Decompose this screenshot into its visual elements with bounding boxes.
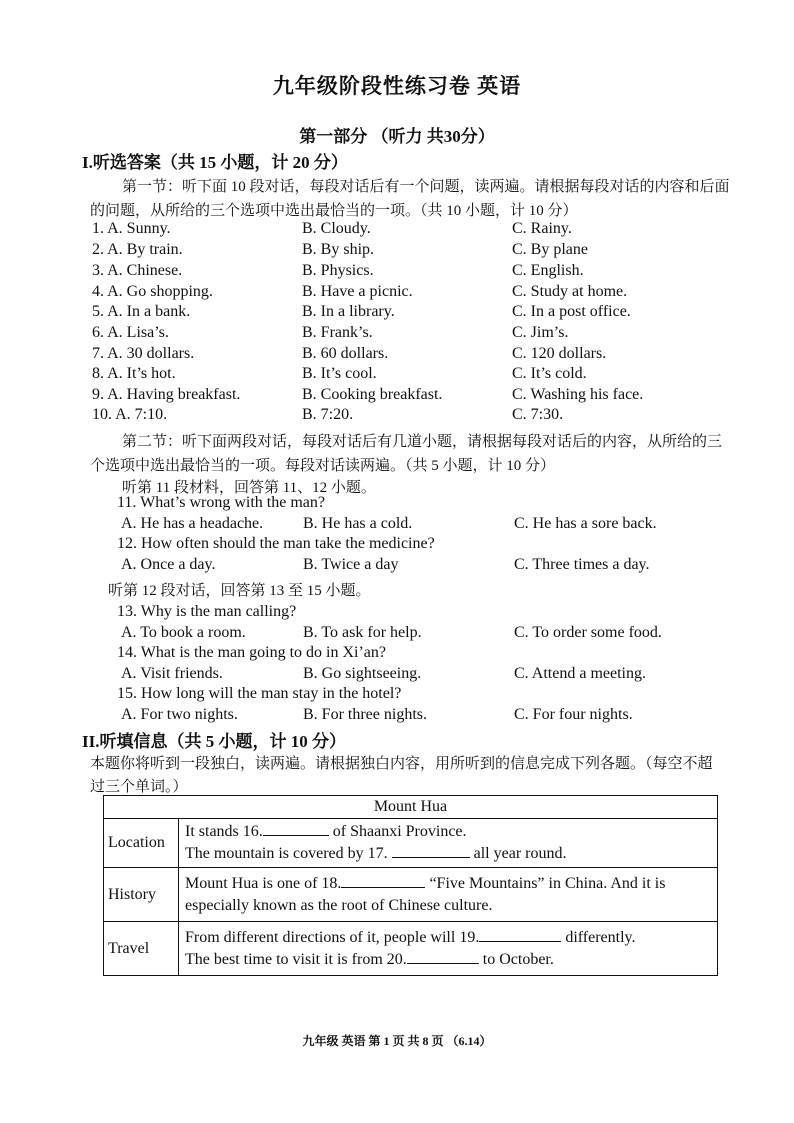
q12-option-b: B. Twice a day (303, 556, 399, 573)
q7-option-c: C. 120 dollars. (512, 345, 607, 362)
q3-option-b: B. Physics. (302, 262, 374, 279)
q1-option-b: B. Cloudy. (302, 220, 371, 237)
q14-option-b: B. Go sightseeing. (303, 665, 422, 682)
history-cell (179, 868, 718, 922)
q10-option-b: B. 7:20. (302, 406, 354, 423)
q2-option-a: 2. A. By train. (92, 241, 183, 258)
q3-option-c: C. English. (512, 262, 584, 279)
travel-text-1b: differently. (561, 928, 636, 946)
location-text-2a: The mountain is covered by 17. (185, 845, 392, 862)
q12-option-c: C. Three times a day. (514, 556, 650, 573)
history-text-1a: Mount Hua is one of 18. (185, 874, 342, 892)
q14-stem: 14. What is the man going to do in Xi’an? (117, 644, 386, 661)
q5-option-a: 5. A. In a bank. (92, 303, 191, 320)
table-title: Mount Hua (104, 796, 718, 819)
blank-20[interactable] (407, 949, 479, 964)
q1-option-a: 1. A. Sunny. (92, 220, 171, 237)
part-one-heading: 第一部分 （听力 共30分） (299, 127, 495, 146)
q11-stem: 11. What’s wrong with the man? (117, 494, 325, 511)
travel-text-2a: The best time to visit it is from 20. (185, 950, 407, 968)
section-one-heading: I.听选答案（共 15 小题，计 20 分） (82, 153, 348, 172)
q11-option-b: B. He has a cold. (303, 515, 413, 532)
travel-cell (179, 922, 718, 976)
q2-option-c: C. By plane (512, 241, 588, 258)
location-label: Location (104, 819, 179, 868)
q15-option-a: A. For two nights. (121, 706, 238, 723)
q13-stem: 13. Why is the man calling? (117, 603, 297, 620)
q1-option-c: C. Rainy. (512, 220, 572, 237)
q5-option-b: B. In a library. (302, 303, 395, 320)
q7-option-a: 7. A. 30 dollars. (92, 345, 195, 362)
travel-text-2b: to October. (478, 950, 554, 968)
history-label: History (104, 868, 179, 922)
blank-18[interactable] (341, 873, 425, 888)
q6-option-c: C. Jim’s. (512, 324, 569, 341)
q6-option-b: B. Frank’s. (302, 324, 373, 341)
q3-option-a: 3. A. Chinese. (92, 262, 183, 279)
q15-option-c: C. For four nights. (514, 706, 633, 723)
section-two-instruction-line2: 过三个单词。） (90, 779, 188, 795)
location-text-2b: all year round. (469, 845, 567, 862)
blank-16[interactable] (263, 821, 329, 836)
blank-19[interactable] (479, 927, 561, 942)
history-text-1b: “Five Mountains” in China. And it is (425, 874, 666, 892)
q4-option-a: 4. A. Go shopping. (92, 283, 213, 300)
q13-option-a: A. To book a room. (121, 624, 246, 641)
q7-option-b: B. 60 dollars. (302, 345, 389, 362)
location-text-1b: of Shaanxi Province. (328, 823, 467, 840)
section-two-heading: II.听填信息（共 5 小题，计 10 分） (82, 732, 346, 751)
q12-option-a: A. Once a day. (121, 556, 216, 573)
q9-option-a: 9. A. Having breakfast. (92, 386, 241, 403)
history-text-2: especially known as the root of Chinese culture. (185, 896, 493, 914)
page-footer: 九年级 英语 第 1 页 共 8 页 （6.14） (302, 1034, 492, 1048)
q9-option-b: B. Cooking breakfast. (302, 386, 443, 403)
material-11-note: 听第 11 段材料，回答第 11、12 小题。 (122, 480, 376, 496)
q15-option-b: B. For three nights. (303, 706, 427, 723)
location-text-1a: It stands 16. (185, 823, 263, 840)
q15-stem: 15. How long will the man stay in the hotel? (117, 685, 402, 702)
travel-text-1a: From different directions of it, people will 19. (185, 928, 480, 946)
mount-hua-table (103, 795, 718, 976)
q8-option-c: C. It’s cold. (512, 365, 587, 382)
q10-option-c: C. 7:30. (512, 406, 564, 423)
q14-option-c: C. Attend a meeting. (514, 665, 646, 682)
q2-option-b: B. By ship. (302, 241, 375, 258)
location-cell (179, 819, 718, 868)
exam-title: 九年级阶段性练习卷 英语 (272, 74, 522, 98)
q9-option-c: C. Washing his face. (512, 386, 644, 403)
q5-option-c: C. In a post office. (512, 303, 631, 320)
part1-instruction-line2: 的问题，从所给的三个选项中选出最恰当的一项。（共 10 小题，计 10 分） (90, 203, 578, 219)
q4-option-b: B. Have a picnic. (302, 283, 413, 300)
q14-option-a: A. Visit friends. (121, 665, 223, 682)
q6-option-a: 6. A. Lisa’s. (92, 324, 169, 341)
q8-option-a: 8. A. It’s hot. (92, 365, 176, 382)
part2-instruction-line1: 第二节：听下面两段对话，每段对话后有几道小题，请根据每段对话后的内容，从所给的三 (122, 434, 723, 450)
q11-option-c: C. He has a sore back. (514, 515, 657, 532)
travel-label: Travel (104, 922, 179, 976)
q13-option-c: C. To order some food. (514, 624, 662, 641)
q11-option-a: A. He has a headache. (121, 515, 264, 532)
q12-stem: 12. How often should the man take the medicine? (117, 535, 435, 552)
q10-option-a: 10. A. 7:10. (92, 406, 168, 423)
q8-option-b: B. It’s cool. (302, 365, 377, 382)
material-12-note: 听第 12 段对话，回答第 13 至 15 小题。 (108, 583, 371, 599)
section-two-instruction-line1: 本题你将听到一段独白，读两遍。请根据独白内容，用所听到的信息完成下列各题。（每空不超 (90, 756, 713, 772)
q4-option-c: C. Study at home. (512, 283, 628, 300)
blank-17[interactable] (392, 843, 470, 858)
q13-option-b: B. To ask for help. (303, 624, 422, 641)
part1-instruction-line1: 第一节：听下面 10 段对话，每段对话后有一个问题，读两遍。请根据每段对话的内容和后面 (122, 179, 730, 195)
part2-instruction-line2: 个选项中选出最恰当的一项。每段对话读两遍。（共 5 小题，计 10 分） (90, 458, 556, 474)
